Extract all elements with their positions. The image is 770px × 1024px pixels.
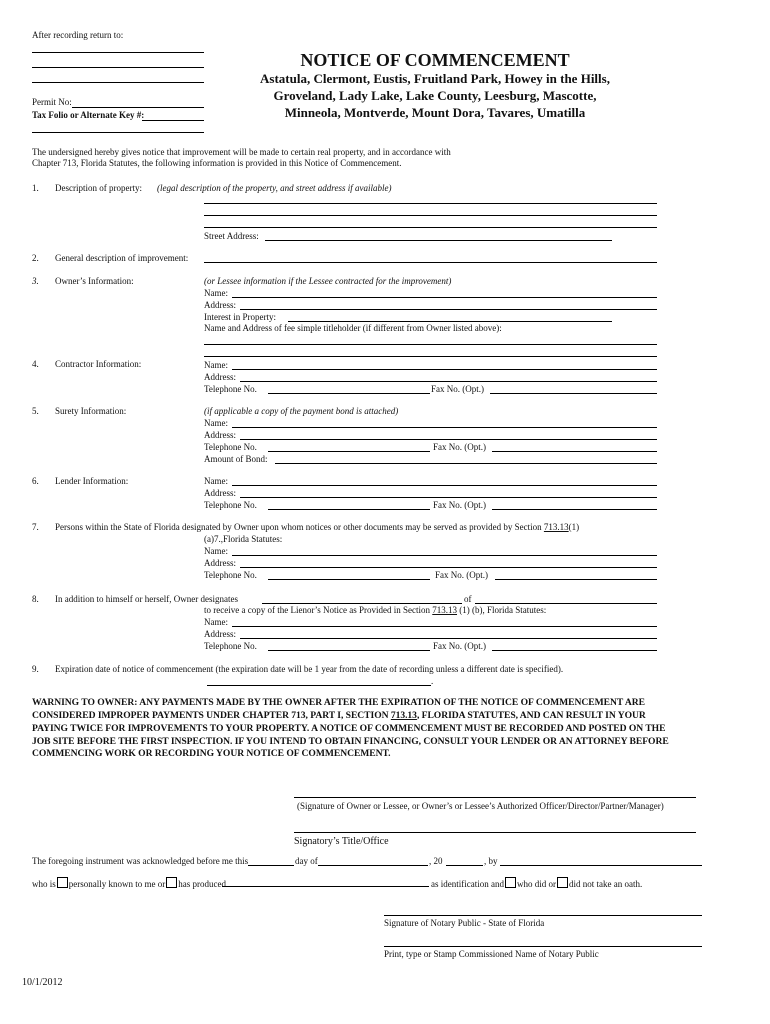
permit-label: Permit No: bbox=[32, 97, 72, 107]
s7-line-2: (a)7.,Florida Statutes: bbox=[204, 534, 283, 544]
s5-name-label: Name: bbox=[204, 418, 228, 428]
s8-phone-label: Telephone No. bbox=[204, 641, 257, 651]
warning-line-1: WARNING TO OWNER: ANY PAYMENTS MADE BY THE OWNER AFTER THE EXPIRATION OF THE NOTICE OF COMMENCEMENT ARE bbox=[32, 697, 645, 708]
s3-address-label: Address: bbox=[204, 300, 236, 310]
lienor-address-field[interactable] bbox=[240, 638, 657, 639]
cities-line-3: Minneola, Montverde, Mount Dora, Tavares, Umatilla bbox=[284, 105, 586, 120]
s8-line-2-pre: to receive a copy of the Lienor’s Notice as Provided in Section bbox=[204, 605, 433, 615]
s3-note: (or Lessee information if the Lessee contracted for the improvement) bbox=[204, 276, 452, 286]
ack-by-field[interactable] bbox=[500, 865, 702, 866]
s1-number: 1. bbox=[32, 183, 39, 193]
street-field[interactable] bbox=[265, 240, 612, 241]
permit-field[interactable] bbox=[72, 107, 204, 108]
intro-line-1: The undersigned hereby gives notice that improvement will be made to certain real property, and in accordance with bbox=[32, 147, 451, 157]
ack-year-field[interactable] bbox=[446, 865, 483, 866]
notary-signature-line[interactable] bbox=[384, 915, 702, 916]
tax-field[interactable] bbox=[142, 120, 204, 121]
warning-line-4: JOB SITE BEFORE THE FIRST INSPECTION. IF YOU INTEND TO OBTAIN FINANCING, CONSULT YOUR LENDER OR AN ATTORNEY BEFORE bbox=[32, 736, 669, 747]
signatory-title-line[interactable] bbox=[294, 832, 696, 833]
page-title: NOTICE OF COMMENCEMENT bbox=[300, 50, 570, 70]
return-label: After recording return to: bbox=[32, 30, 124, 40]
ack-text: The foregoing instrument was acknowledged before me this bbox=[32, 856, 249, 866]
bond-amount-field[interactable] bbox=[275, 463, 657, 464]
oath-line bbox=[431, 877, 642, 890]
contractor-phone-field[interactable] bbox=[268, 393, 430, 394]
surety-fax-field[interactable] bbox=[492, 451, 657, 452]
revision-date: 10/1/2012 bbox=[22, 977, 63, 988]
improvement-field[interactable] bbox=[204, 262, 657, 263]
who-did-label: who did or bbox=[516, 879, 556, 889]
s7-fax-label: Fax No. (Opt.) bbox=[435, 570, 488, 580]
surety-address-field[interactable] bbox=[240, 439, 657, 440]
owner-signature-line[interactable] bbox=[294, 797, 696, 798]
s4-phone-label: Telephone No. bbox=[204, 384, 257, 394]
s4-name-label: Name: bbox=[204, 360, 228, 370]
s5-label: Surety Information: bbox=[55, 406, 127, 416]
s9-text: Expiration date of notice of commencement (the expiration date will be 1 year from the date of recording unless a different date is specified). bbox=[55, 664, 564, 674]
tax-label: Tax Folio or Alternate Key #: bbox=[32, 110, 145, 120]
produced-id-label: has produced bbox=[178, 879, 226, 889]
s9-number: 9. bbox=[32, 664, 39, 674]
s6-fax-label: Fax No. (Opt.) bbox=[433, 500, 486, 510]
s8-name-label: Name: bbox=[204, 617, 228, 627]
property-line-2[interactable] bbox=[204, 215, 657, 216]
s8-section-ref[interactable]: 713.13 bbox=[432, 605, 458, 615]
contractor-fax-field[interactable] bbox=[490, 393, 657, 394]
s3-interest-label: Interest in Property: bbox=[204, 312, 276, 322]
lender-address-field[interactable] bbox=[240, 497, 657, 498]
designee-phone-field[interactable] bbox=[268, 579, 430, 580]
cities-line-2: Groveland, Lady Lake, Lake County, Leesburg, Mascotte, bbox=[273, 88, 597, 103]
owner-signature-caption: (Signature of Owner or Lessee, or Owner’s or Lessee’s Authorized Officer/Director/Partner/Manager) bbox=[297, 801, 664, 811]
s8-number: 8. bbox=[32, 594, 39, 604]
s3-name-label: Name: bbox=[204, 288, 228, 298]
took-oath-checkbox[interactable] bbox=[505, 877, 516, 888]
s7-name-label: Name: bbox=[204, 546, 228, 556]
warning-line-5: COMMENCING WORK OR RECORDING YOUR NOTICE OF COMMENCEMENT. bbox=[32, 748, 391, 759]
s4-fax-label: Fax No. (Opt.) bbox=[431, 384, 484, 394]
return-line-3[interactable] bbox=[32, 82, 204, 83]
ack-day-field[interactable] bbox=[248, 865, 294, 866]
designee-name-field[interactable] bbox=[232, 555, 657, 556]
lienor-phone-field[interactable] bbox=[268, 650, 430, 651]
produced-id-checkbox[interactable] bbox=[166, 877, 177, 888]
lienor-fax-field[interactable] bbox=[492, 650, 657, 651]
s8-line-2-post: (1) (b), Florida Statutes: bbox=[457, 605, 547, 615]
who-is-label: who is bbox=[32, 879, 56, 889]
property-line-3[interactable] bbox=[204, 227, 657, 228]
notary-id-line bbox=[32, 877, 226, 890]
no-oath-checkbox[interactable] bbox=[557, 877, 568, 888]
s7-text-pre: Persons within the State of Florida designated by Owner upon whom notices or other documents may be served as provided by Section bbox=[55, 522, 544, 532]
owner-name-field[interactable] bbox=[232, 297, 657, 298]
lender-phone-field[interactable] bbox=[268, 509, 430, 510]
fee-line-1[interactable] bbox=[204, 344, 657, 345]
lienor-name-field[interactable] bbox=[232, 626, 657, 627]
ack-by: , by bbox=[484, 856, 498, 866]
return-line-1[interactable] bbox=[32, 52, 204, 53]
s6-name-label: Name: bbox=[204, 476, 228, 486]
s7-address-label: Address: bbox=[204, 558, 236, 568]
s4-number: 4. bbox=[32, 359, 39, 369]
notary-signature-caption: Signature of Notary Public - State of Florida bbox=[384, 918, 545, 928]
s2-label: General description of improvement: bbox=[55, 253, 189, 263]
notary-name-caption: Print, type or Stamp Commissioned Name of Notary Public bbox=[384, 949, 599, 959]
designee-fax-field[interactable] bbox=[495, 579, 657, 580]
owner-address-field[interactable] bbox=[240, 309, 657, 310]
surety-name-field[interactable] bbox=[232, 427, 657, 428]
s5-fax-label: Fax No. (Opt.) bbox=[433, 442, 486, 452]
street-label: Street Address: bbox=[204, 231, 259, 241]
s8-address-label: Address: bbox=[204, 629, 236, 639]
as-id-label: as identification and bbox=[431, 879, 504, 889]
s5-note: (if applicable a copy of the payment bond is attached) bbox=[204, 406, 399, 416]
s3-number: 3. bbox=[32, 276, 39, 286]
contractor-name-field[interactable] bbox=[232, 369, 657, 370]
s6-address-label: Address: bbox=[204, 488, 236, 498]
id-type-field[interactable] bbox=[222, 886, 429, 887]
s7-text-post: (1) bbox=[568, 522, 580, 532]
warning-section-ref[interactable]: 713.13 bbox=[390, 710, 417, 721]
lender-fax-field[interactable] bbox=[492, 509, 657, 510]
s8-text: In addition to himself or herself, Owner designates bbox=[55, 594, 238, 604]
s8-line-2 bbox=[204, 605, 546, 616]
s3-label: Owner’s Information: bbox=[55, 276, 134, 286]
surety-phone-field[interactable] bbox=[268, 451, 430, 452]
warning-line-2-pre: CONSIDERED IMPROPER PAYMENTS UNDER CHAPTER 713, PART I, SECTION bbox=[32, 710, 391, 721]
s9-period: . bbox=[431, 676, 434, 686]
s5-phone-label: Telephone No. bbox=[204, 442, 257, 452]
owner-interest-field[interactable] bbox=[288, 321, 612, 322]
expiration-date-field[interactable] bbox=[207, 685, 431, 686]
ack-day-of: day of bbox=[295, 856, 318, 866]
return-line-2[interactable] bbox=[32, 67, 204, 68]
s4-label: Contractor Information: bbox=[55, 359, 142, 369]
s2-number: 2. bbox=[32, 253, 39, 263]
s1-note: (legal description of the property, and street address if available) bbox=[157, 183, 392, 193]
s7-section-ref[interactable]: 713.13 bbox=[543, 522, 569, 532]
s6-number: 6. bbox=[32, 476, 39, 486]
s3-fee-label: Name and Address of fee simple titleholder (if different from Owner listed above): bbox=[204, 323, 502, 333]
notary-name-line[interactable] bbox=[384, 946, 702, 947]
s7-number: 7. bbox=[32, 522, 39, 532]
lender-name-field[interactable] bbox=[232, 485, 657, 486]
designee-address-field[interactable] bbox=[240, 567, 657, 568]
personally-known-label: personally known to me or bbox=[68, 879, 166, 889]
warning-line-2 bbox=[32, 710, 646, 723]
s5-address-label: Address: bbox=[204, 430, 236, 440]
s1-label: Description of property: bbox=[55, 183, 142, 193]
s7-text bbox=[55, 522, 579, 533]
personally-known-checkbox[interactable] bbox=[57, 877, 68, 888]
s6-phone-label: Telephone No. bbox=[204, 500, 257, 510]
contractor-address-field[interactable] bbox=[240, 381, 657, 382]
warning-line-2-post: , FLORIDA STATUTES, AND CAN RESULT IN YOUR bbox=[416, 710, 646, 721]
ack-year-prefix: , 20 bbox=[429, 856, 443, 866]
s5-number: 5. bbox=[32, 406, 39, 416]
intro-line-2: Chapter 713, Florida Statutes, the following information is provided in this Notice of Commencement. bbox=[32, 158, 402, 168]
s5-bond-label: Amount of Bond: bbox=[204, 454, 268, 464]
cities-line-1: Astatula, Clermont, Eustis, Fruitland Park, Howey in the Hills, bbox=[260, 71, 610, 86]
warning-line-3: PAYING TWICE FOR IMPROVEMENTS TO YOUR PROPERTY. A NOTICE OF COMMENCEMENT MUST BE RECORDED AND POSTED ON THE bbox=[32, 723, 666, 734]
s4-address-label: Address: bbox=[204, 372, 236, 382]
fee-line-2[interactable] bbox=[204, 356, 657, 357]
s7-phone-label: Telephone No. bbox=[204, 570, 257, 580]
did-not-label: did not take an oath. bbox=[568, 879, 643, 889]
s8-fax-label: Fax No. (Opt.) bbox=[433, 641, 486, 651]
ack-month-field[interactable] bbox=[318, 865, 428, 866]
s6-label: Lender Information: bbox=[55, 476, 129, 486]
tax-line-2[interactable] bbox=[32, 132, 204, 133]
owner-designee-field[interactable] bbox=[262, 603, 462, 604]
signatory-title-caption: Signatory’s Title/Office bbox=[294, 836, 389, 847]
designee-of-field[interactable] bbox=[475, 603, 657, 604]
property-line-1[interactable] bbox=[204, 203, 657, 204]
s8-of: of bbox=[464, 594, 472, 604]
